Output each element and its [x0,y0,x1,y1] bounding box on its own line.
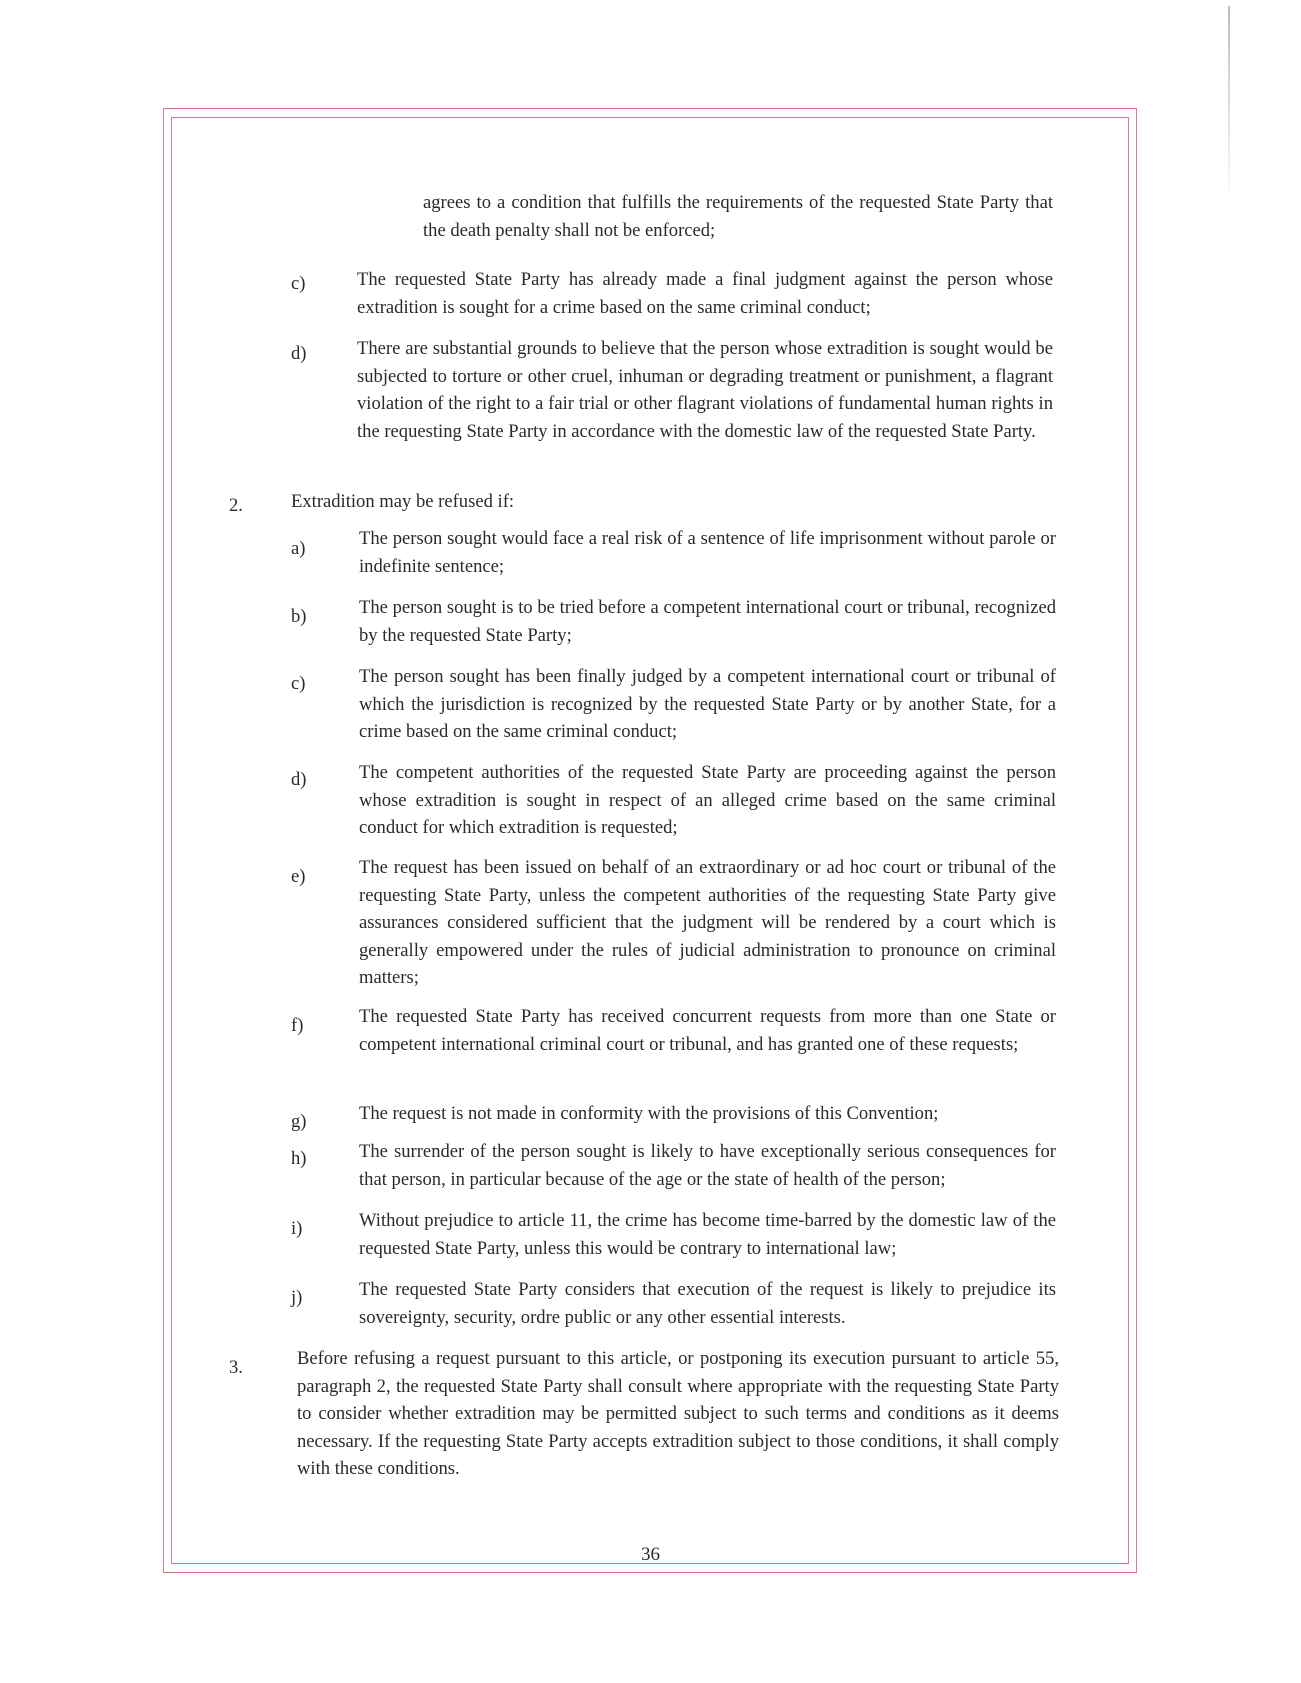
item-text: Without prejudice to article 11, the crime has become time-barred by the domestic law of the requested State Party, unless this would be contrary to international law; [359,1210,1056,1259]
paragraph-intro: Extradition may be refused if: [291,491,515,512]
item-label: d) [291,343,307,364]
item-label: f) [291,1015,304,1036]
item-label: j) [291,1287,303,1308]
item-label: b) [291,606,307,627]
item-text: The request has been issued on behalf of an extraordinary or ad hoc court or tribunal of the requesting State Party, unless the competent authorities of the requesting State Party give assurances considered sufficient that the judgment will be rendered by a court which is generally empowered under the rules of judicial administration to pronounce on criminal matters; [359,857,1056,988]
item-text: The surrender of the person sought is likely to have exceptionally serious consequences for that person, in particular because of the age or the state of health of the person; [359,1141,1056,1190]
item-label: g) [291,1111,307,1132]
item-label: d) [291,769,307,790]
item-text: The requested State Party considers that execution of the request is likely to prejudice its sovereignty, security, ordre public or any other essential interests. [359,1279,1056,1328]
item-text: The competent authorities of the requested State Party are proceeding against the person whose extradition is sought in respect of an alleged crime based on the same criminal conduct for which extradition is requested; [359,762,1056,838]
item-text: The requested State Party has already made a final judgment against the person whose extradition is sought for a crime based on the same criminal conduct; [357,269,1053,318]
item-label: h) [291,1148,307,1169]
item-label: a) [291,538,306,559]
item-text: The person sought is to be tried before a competent international court or tribunal, recognized by the requested State Party; [359,597,1056,646]
paragraph-number: 3. [229,1357,243,1378]
item-label: e) [291,866,306,887]
item-text: There are substantial grounds to believe that the person whose extradition is sought would be subjected to torture or other cruel, inhuman or degrading treatment or punishment, a flagrant violation of the right to a fair trial or other flagrant violations of fundamental human rights in the requesting State Party in accordance with the domestic law of the requested State Party. [357,338,1053,442]
item-label: i) [291,1218,303,1239]
item-text: The person sought would face a real risk of a sentence of life imprisonment without parole or indefinite sentence; [359,528,1056,577]
continuation-text: agrees to a condition that fulfills the requirements of the requested State Party that the death penalty shall not be enforced; [423,192,1053,241]
paragraph-number: 2. [229,495,243,516]
page-number: 36 [641,1544,660,1565]
item-text: The request is not made in conformity with the provisions of this Convention; [359,1103,939,1124]
item-text: The requested State Party has received concurrent requests from more than one State or competent international criminal court or tribunal, and has granted one of these requests; [359,1006,1056,1055]
item-label: c) [291,673,306,694]
item-text: The person sought has been finally judged by a competent international court or tribunal of which the jurisdiction is recognized by the requested State Party or by another State, for a crime based on the same criminal conduct; [359,666,1056,742]
paragraph-text: Before refusing a request pursuant to this article, or postponing its execution pursuant to article 55, paragraph 2, the requested State Party shall consult where appropriate with the requesting State Party to consider whether extradition may be permitted subject to such terms and conditions as it deems necessary. If the requesting State Party accepts extradition subject to those conditions, it shall comply with these conditions. [297,1348,1059,1479]
item-label: c) [291,273,306,294]
